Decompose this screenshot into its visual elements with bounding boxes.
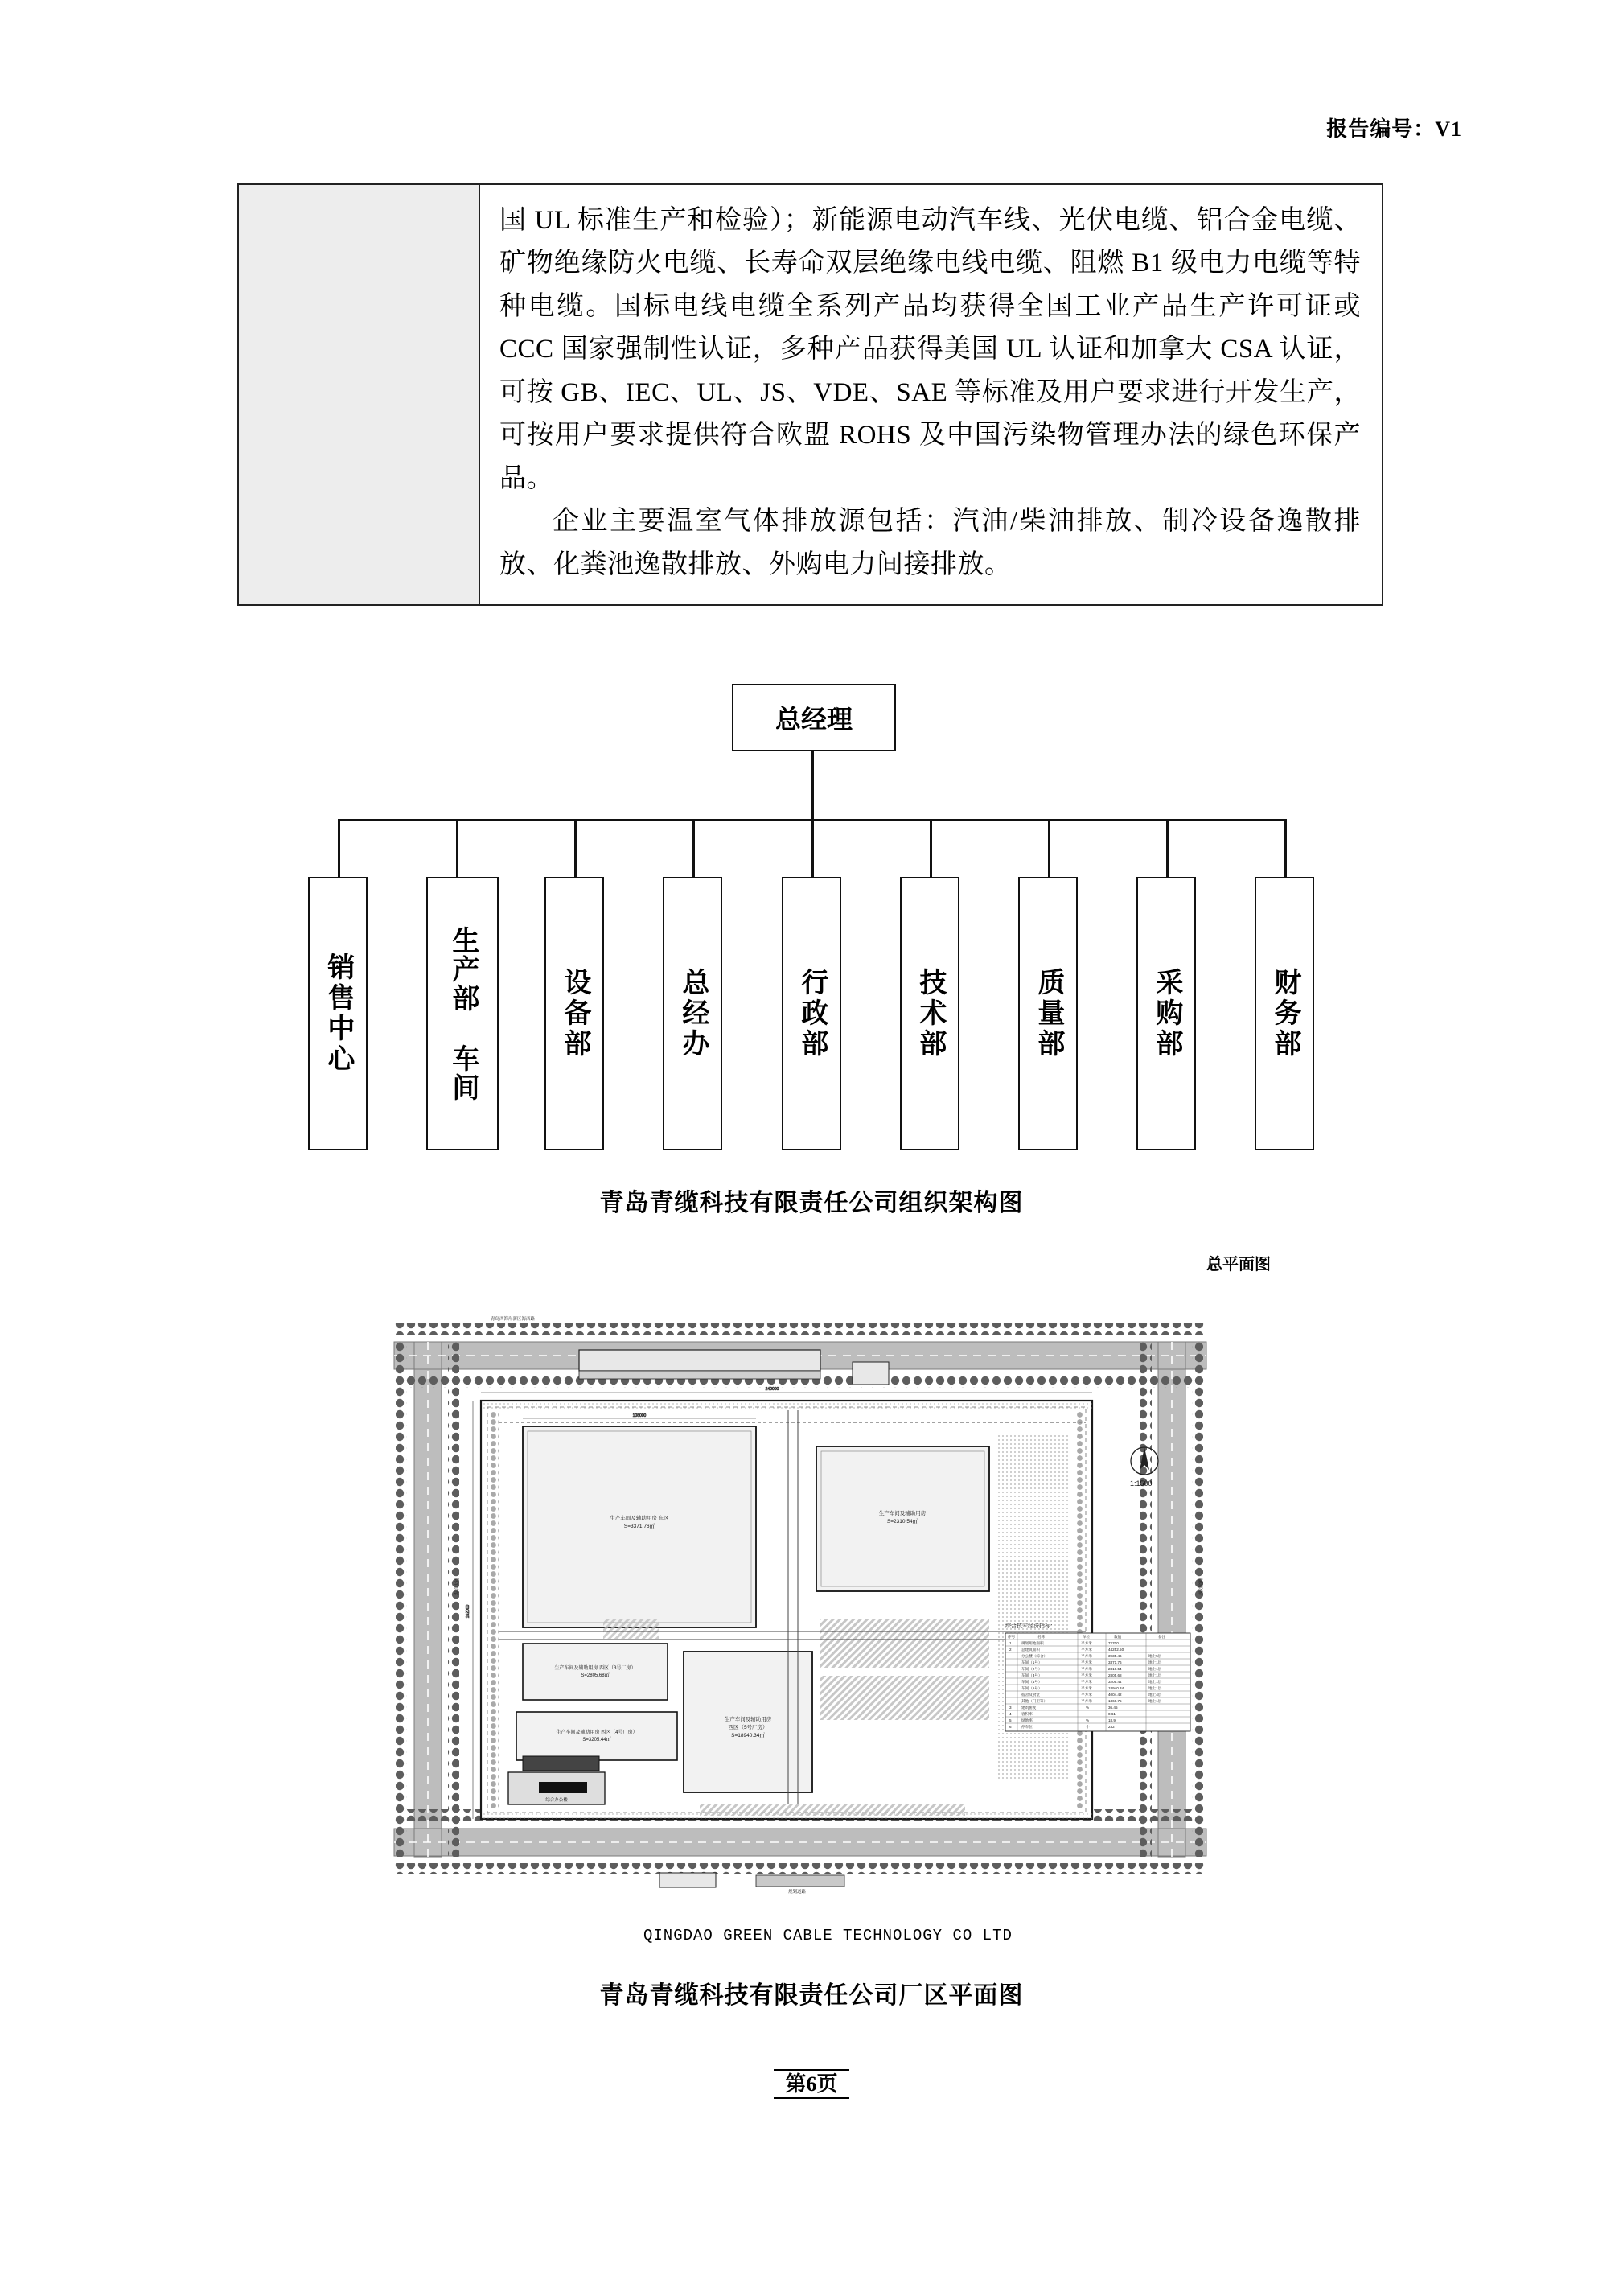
svg-text:车间（4号）: 车间（4号） <box>1021 1680 1042 1684</box>
svg-text:平方米: 平方米 <box>1081 1680 1092 1684</box>
svg-text:108000: 108000 <box>632 1413 647 1418</box>
org-connector-vertical <box>812 748 814 821</box>
org-drop-line <box>692 819 695 878</box>
svg-text:宿舍及食堂: 宿舍及食堂 <box>1021 1693 1040 1697</box>
building-workshop-3 <box>523 1644 668 1700</box>
svg-text:平方米: 平方米 <box>1081 1667 1092 1671</box>
org-chart <box>237 652 1387 1150</box>
paragraph-products: 国 UL 标准生产和检验）；新能源电动汽车线、光伏电缆、铝合金电缆、矿物绝缘防火电缆、长寿命双层绝缘电线电缆、阻燃 B1 级电力电缆等特种电缆。国标电线电缆全系列产品均获得全国工业产品生产许可证或 CCC 国家强制性认证，多种产品获得美国 UL 认证和加拿大 CSA 认证，可按 GB、IEC、UL、JS、VDE、SAE 等标准及用户要求进行开发生产，可按用户要求提供符合欧盟 ROHS 及中国污染物管理办法的绿色环保产品。 <box>499 206 1361 493</box>
svg-text:地上1层: 地上1层 <box>1148 1686 1162 1690</box>
svg-text:规划道路: 规划道路 <box>788 1890 807 1895</box>
svg-text:162000: 162000 <box>466 1604 470 1619</box>
svg-text:停车位: 停车位 <box>1021 1725 1033 1729</box>
svg-text:地上1层: 地上1层 <box>1148 1673 1162 1677</box>
svg-text:名称: 名称 <box>1037 1635 1046 1639</box>
svg-text:地上1层: 地上1层 <box>1148 1680 1162 1684</box>
org-node-label: 销售中心 <box>323 953 353 1075</box>
building-workshop-1 <box>523 1426 756 1627</box>
svg-text:5: 5 <box>1009 1718 1012 1722</box>
svg-text:1: 1 <box>1009 1641 1012 1645</box>
org-node-purchasing <box>1136 877 1196 1150</box>
org-node-equipment <box>544 877 604 1150</box>
svg-text:个: 个 <box>1086 1725 1090 1729</box>
svg-text:平方米: 平方米 <box>1081 1686 1092 1690</box>
content-table <box>237 183 1383 606</box>
org-drop-line <box>456 819 458 878</box>
svg-text:生产车间及辅助用房: 生产车间及辅助用房 <box>878 1511 927 1516</box>
org-node-label: 行政部 <box>796 968 827 1060</box>
org-node-label: 质量部 <box>1033 968 1063 1060</box>
svg-text:综合技术经济指标：: 综合技术经济指标： <box>1005 1623 1056 1629</box>
svg-text:18.9: 18.9 <box>1108 1718 1116 1722</box>
svg-text:S=2310.54㎡: S=2310.54㎡ <box>886 1519 918 1524</box>
org-node-technology <box>900 877 959 1150</box>
svg-text:规划道路: 规划道路 <box>1199 1577 1204 1595</box>
svg-text:3935.46: 3935.46 <box>1108 1654 1122 1658</box>
svg-text:车间（5号）: 车间（5号） <box>1021 1686 1042 1690</box>
site-plan-drawing <box>338 1273 1287 1917</box>
svg-text:S=2805.68㎡: S=2805.68㎡ <box>581 1673 610 1678</box>
svg-text:S=3205.44㎡: S=3205.44㎡ <box>582 1738 611 1743</box>
page-number <box>0 2068 1623 2097</box>
report-number-header: 报告编号：V1 <box>1326 117 1462 141</box>
svg-text:232: 232 <box>1108 1725 1115 1729</box>
svg-text:0.61: 0.61 <box>1108 1712 1116 1716</box>
svg-text:综合办公楼: 综合办公楼 <box>545 1798 568 1803</box>
svg-text:18940.34: 18940.34 <box>1108 1686 1124 1690</box>
svg-text:2310.54: 2310.54 <box>1108 1667 1122 1671</box>
svg-text:4: 4 <box>1009 1712 1012 1716</box>
svg-text:平方米: 平方米 <box>1081 1641 1092 1645</box>
svg-text:3205.44: 3205.44 <box>1108 1680 1122 1684</box>
svg-text:生产车间及辅助用房: 生产车间及辅助用房 <box>724 1717 772 1722</box>
svg-text:6: 6 <box>1009 1725 1012 1729</box>
svg-text:生产车间及辅助用房 东区: 生产车间及辅助用房 东区 <box>610 1516 669 1521</box>
svg-text:4004.42: 4004.42 <box>1108 1693 1122 1697</box>
svg-text:容积率: 容积率 <box>1021 1712 1033 1716</box>
org-drop-line <box>930 819 932 878</box>
svg-text:平方米: 平方米 <box>1081 1673 1092 1677</box>
org-node-administration <box>782 877 841 1150</box>
svg-text:地上1层: 地上1层 <box>1148 1667 1162 1671</box>
org-node-root <box>732 684 896 751</box>
org-drop-line <box>812 819 814 878</box>
site-plan-title: 总平面图 <box>1206 1256 1271 1273</box>
svg-text:车间（1号）: 车间（1号） <box>1021 1660 1042 1664</box>
svg-text:平方米: 平方米 <box>1081 1648 1092 1652</box>
svg-text:车间（3号）: 车间（3号） <box>1021 1673 1042 1677</box>
org-node-gm-office <box>663 877 722 1150</box>
org-node-label: 生产部 车间 <box>447 925 478 1102</box>
building-workshop-5 <box>684 1652 812 1792</box>
svg-text:车间（2号）: 车间（2号） <box>1021 1667 1042 1671</box>
svg-text:36.45: 36.45 <box>1108 1706 1118 1710</box>
svg-text:办公楼（综合）: 办公楼（综合） <box>1021 1654 1048 1658</box>
svg-text:数值: 数值 <box>1114 1635 1122 1639</box>
svg-text:备注: 备注 <box>1158 1635 1166 1639</box>
org-node-label: 财务部 <box>1269 968 1300 1060</box>
org-chart-caption: 青岛青缆科技有限责任公司组织架构图 <box>599 1190 1024 1216</box>
svg-text:1366.75: 1366.75 <box>1108 1699 1122 1703</box>
svg-text:规划用地面积: 规划用地面积 <box>1021 1641 1044 1645</box>
svg-text:青岛西海岸新区海西路: 青岛西海岸新区海西路 <box>491 1317 536 1322</box>
org-node-finance <box>1255 877 1314 1150</box>
org-drop-line <box>1048 819 1050 878</box>
site-plan-company-footer: QINGDAO GREEN CABLE TECHNOLOGY CO LTD <box>643 1927 1013 1944</box>
svg-text:地上5层: 地上5层 <box>1148 1654 1162 1658</box>
org-node-label: 采购部 <box>1151 968 1181 1060</box>
svg-text:地上1层: 地上1层 <box>1148 1660 1162 1664</box>
svg-text:单位: 单位 <box>1083 1635 1091 1639</box>
building-workshop-2 <box>816 1446 989 1591</box>
org-node-quality <box>1018 877 1078 1150</box>
svg-text:绿地率: 绿地率 <box>1021 1718 1033 1722</box>
building-office-dorm <box>508 1756 605 1804</box>
svg-text:地上4层: 地上4层 <box>1148 1693 1162 1697</box>
svg-text:平方米: 平方米 <box>1081 1699 1092 1703</box>
svg-text:44252.50: 44252.50 <box>1108 1648 1124 1652</box>
site-plan-caption: 青岛青缆科技有限责任公司厂区平面图 <box>599 1982 1024 2009</box>
org-drop-line <box>574 819 577 878</box>
svg-text:地上1层: 地上1层 <box>1148 1699 1162 1703</box>
svg-text:2: 2 <box>1009 1648 1012 1652</box>
svg-text:西区（5号厂房）: 西区（5号厂房） <box>728 1725 768 1730</box>
svg-text:海滨大道: 海滨大道 <box>455 1577 460 1595</box>
org-node-label: 总经办 <box>677 968 708 1060</box>
table-cell-right-text <box>480 185 1382 604</box>
svg-text:S=3371.76㎡: S=3371.76㎡ <box>623 1524 655 1529</box>
org-node-label: 设备部 <box>559 968 590 1060</box>
org-node-root-label: 总经理 <box>775 705 853 734</box>
svg-text:平方米: 平方米 <box>1081 1654 1092 1658</box>
svg-text:72700: 72700 <box>1108 1641 1119 1645</box>
org-drop-line <box>1166 819 1169 878</box>
site-plan-figure <box>338 1251 1287 1943</box>
org-node-sales-center <box>308 877 368 1150</box>
svg-text:总建筑面积: 总建筑面积 <box>1021 1648 1040 1652</box>
building-workshop-4 <box>516 1712 677 1760</box>
svg-text:S=18940.34㎡: S=18940.34㎡ <box>731 1733 765 1738</box>
technical-indicators-table <box>1005 1622 1190 1731</box>
svg-text:%: % <box>1086 1718 1090 1722</box>
svg-text:生产车间及辅助用房 西区（3号厂房）: 生产车间及辅助用房 西区（3号厂房） <box>554 1666 636 1671</box>
svg-text:2805.68: 2805.68 <box>1108 1673 1122 1677</box>
svg-text:其他（门卫等）: 其他（门卫等） <box>1021 1699 1048 1703</box>
svg-text:3: 3 <box>1009 1706 1012 1710</box>
org-node-label: 技术部 <box>914 968 945 1060</box>
svg-text:序号: 序号 <box>1008 1635 1016 1639</box>
org-node-production <box>426 877 499 1150</box>
svg-text:240000: 240000 <box>765 1387 779 1392</box>
paragraph-emissions: 企业主要温室气体排放源包括：汽油/柴油排放、制冷设备逸散排放、化粪池逸散排放、外购电力间接排放。 <box>499 507 1361 579</box>
page-number-text: 第6页 <box>774 2069 848 2099</box>
svg-text:生产车间及辅助用房 西区（4号厂房）: 生产车间及辅助用房 西区（4号厂房） <box>556 1730 638 1735</box>
svg-text:%: % <box>1086 1706 1090 1710</box>
svg-text:3371.76: 3371.76 <box>1108 1660 1122 1664</box>
plan-scale-label: 1:1500 <box>1130 1479 1153 1487</box>
svg-text:平方米: 平方米 <box>1081 1660 1092 1664</box>
svg-text:平方米: 平方米 <box>1081 1693 1092 1697</box>
org-drop-line <box>1284 819 1287 878</box>
table-cell-left-shaded <box>239 185 480 604</box>
org-drop-line <box>338 819 340 878</box>
svg-text:建筑密度: 建筑密度 <box>1021 1706 1037 1710</box>
